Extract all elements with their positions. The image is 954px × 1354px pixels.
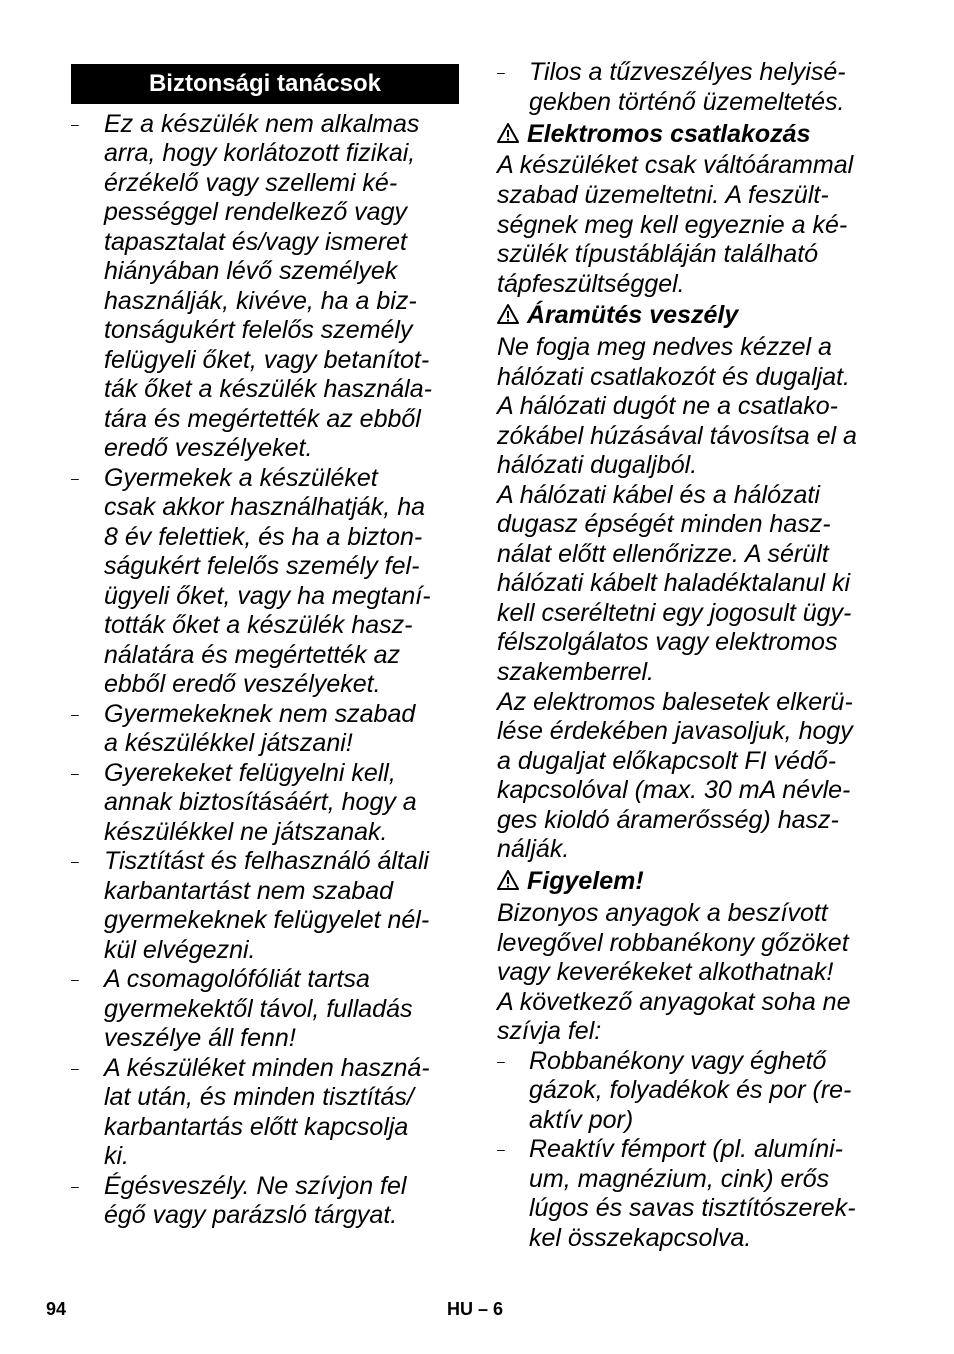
text-line: vagy keverékeket alkothatnak!	[497, 958, 834, 986]
warning-triangle-icon	[497, 303, 519, 325]
text-line: felügyeli őket, vagy betanítot-	[104, 346, 430, 374]
warning-triangle-icon	[497, 869, 519, 891]
bullet-dash: –	[71, 706, 79, 722]
text-line: zókábel húzásával távosítsa el a	[497, 422, 857, 450]
text-line: ügyeli őket, vagy ha megtaní-	[104, 582, 431, 610]
text-line: égő vagy parázsló tárgyat.	[104, 1201, 398, 1229]
text-line: készülékkel ne játszanak.	[104, 818, 388, 846]
bullet-dash: –	[71, 971, 79, 987]
text-line: ségnek meg kell egyeznie a ké-	[497, 211, 848, 239]
page-number: 94	[46, 1299, 67, 1319]
text-line: lúgos és savas tisztítószerek-	[529, 1194, 856, 1222]
text-line: szabad üzemeltetni. A feszült-	[497, 181, 829, 209]
text-line: karbantartást nem szabad	[104, 877, 394, 905]
text-line: nálatára és megértették az	[104, 641, 400, 669]
text-line: hiányában lévő személyek	[104, 257, 398, 285]
text-line: Ez a készülék nem alkalmas	[104, 110, 420, 138]
text-line: aktív por)	[529, 1106, 634, 1134]
text-line: tonságukért felelős személy	[104, 316, 413, 344]
text-line: szülék típustábláján található	[497, 240, 819, 268]
text-line: hálózati kábelt haladéktalanul ki	[497, 569, 851, 597]
warning-heading-text: Figyelem!	[527, 867, 644, 895]
text-line: Gyermekek a készüléket	[104, 464, 378, 492]
text-line: ságukért felelős személy fel-	[104, 552, 420, 580]
text-line: annak biztosításáért, hogy a	[104, 788, 417, 816]
text-line: arra, hogy korlátozott fizikai,	[104, 139, 416, 167]
warning-heading	[497, 866, 644, 896]
text-line: Robbanékony vagy éghető	[529, 1047, 827, 1075]
text-line: kül elvégezni.	[104, 936, 256, 964]
text-line: A hálózati kábel és a hálózati	[497, 481, 820, 509]
bullet-dash: –	[497, 1141, 505, 1157]
text-line: Tilos a tűzveszélyes helyisé-	[529, 58, 846, 86]
text-line: szívja fel:	[497, 1017, 602, 1045]
text-line: lat után, és minden tisztítás/	[104, 1083, 414, 1111]
text-line: hálózati dugaljból.	[497, 451, 698, 479]
text-line: Égésveszély. Ne szívjon fel	[104, 1172, 407, 1200]
text-line: Bizonyos anyagok a beszívott	[497, 899, 828, 927]
text-line: ki.	[104, 1142, 129, 1170]
text-line: gyermekeknek felügyelet nél-	[104, 906, 430, 934]
text-line: Az elektromos balesetek elkerü-	[497, 688, 853, 716]
text-line: veszélye áll fenn!	[104, 1024, 296, 1052]
text-line: érzékelő vagy szellemi ké-	[104, 169, 398, 197]
text-line: Gyermekeknek nem szabad	[104, 700, 416, 728]
text-line: dugasz épségét minden hasz-	[497, 510, 831, 538]
text-line: tápfeszültséggel.	[497, 270, 685, 298]
text-line: eredő veszélyeket.	[104, 434, 313, 462]
text-line: A készüléket csak váltóárammal	[497, 151, 854, 179]
bullet-dash: –	[71, 1060, 79, 1076]
text-line: A hálózati dugót ne a csatlako-	[497, 392, 838, 420]
bullet-dash: –	[71, 116, 79, 132]
bullet-dash: –	[497, 64, 505, 80]
warning-heading-text: Elektromos csatlakozás	[527, 120, 811, 148]
text-line: kel összekapcsolva.	[529, 1224, 752, 1252]
text-line: Gyerekeket felügyelni kell,	[104, 759, 396, 787]
text-line: hálózati csatlakozót és dugaljat.	[497, 363, 850, 391]
bullet-dash: –	[497, 1053, 505, 1069]
text-line: Reaktív fémport (pl. alumíni-	[529, 1135, 843, 1163]
text-line: kapcsolóval (max. 30 mA névle-	[497, 776, 851, 804]
warning-heading	[497, 119, 810, 149]
text-line: levegővel robbanékony gőzöket	[497, 929, 849, 957]
warning-heading	[497, 300, 738, 330]
text-line: gyermekektől távol, fulladás	[104, 995, 413, 1023]
text-line: pességgel rendelkező vagy	[104, 198, 407, 226]
text-line: 8 év felettiek, és ha a bizton-	[104, 523, 423, 551]
text-line: nálat előtt ellenőrizze. A sérült	[497, 540, 829, 568]
bullet-dash: –	[71, 470, 79, 486]
bullet-dash: –	[71, 1178, 79, 1194]
text-line: gekben történő üzemeltetés.	[529, 88, 845, 116]
text-line: a dugaljat előkapcsolt FI védő-	[497, 747, 837, 775]
warning-triangle-icon	[497, 122, 519, 144]
text-line: használják, kivéve, ha a biz-	[104, 287, 417, 315]
text-line: A csomagolófóliát tartsa	[104, 965, 370, 993]
text-line: ges kioldó áramerősség) hasz-	[497, 806, 839, 834]
footer-page-code: HU – 6	[447, 1299, 504, 1319]
text-line: gázok, folyadékok és por (re-	[529, 1076, 852, 1104]
bullet-dash: –	[71, 765, 79, 781]
text-line: ebből eredő veszélyeket.	[104, 670, 381, 698]
bullet-dash: –	[71, 853, 79, 869]
text-line: Ne fogja meg nedves kézzel a	[497, 333, 832, 361]
text-line: A következő anyagokat soha ne	[497, 988, 851, 1016]
text-line: nálják.	[497, 835, 570, 863]
warning-heading-text: Áramütés veszély	[527, 301, 739, 329]
text-line: félszolgálatos vagy elektromos	[497, 628, 838, 656]
text-line: szakemberrel.	[497, 658, 654, 686]
text-line: csak akkor használhatják, ha	[104, 493, 426, 521]
text-line: A készüléket minden haszná-	[104, 1054, 430, 1082]
text-line: tapasztalat és/vagy ismeret	[104, 228, 407, 256]
text-line: tára és megértették az ebből	[104, 405, 421, 433]
section-heading: Biztonsági tanácsok	[71, 64, 459, 104]
text-line: um, magnézium, cink) erős	[529, 1165, 830, 1193]
text-line: a készülékkel játszani!	[104, 729, 353, 757]
text-line: Tisztítást és felhasználó általi	[104, 847, 429, 875]
text-line: karbantartás előtt kapcsolja	[104, 1113, 409, 1141]
text-line: lése érdekében javasoljuk, hogy	[497, 717, 853, 745]
text-line: ták őket a készülék használa-	[104, 375, 432, 403]
text-line: tották őket a készülék hasz-	[104, 611, 413, 639]
text-line: kell cseréltetni egy jogosult ügy-	[497, 599, 852, 627]
